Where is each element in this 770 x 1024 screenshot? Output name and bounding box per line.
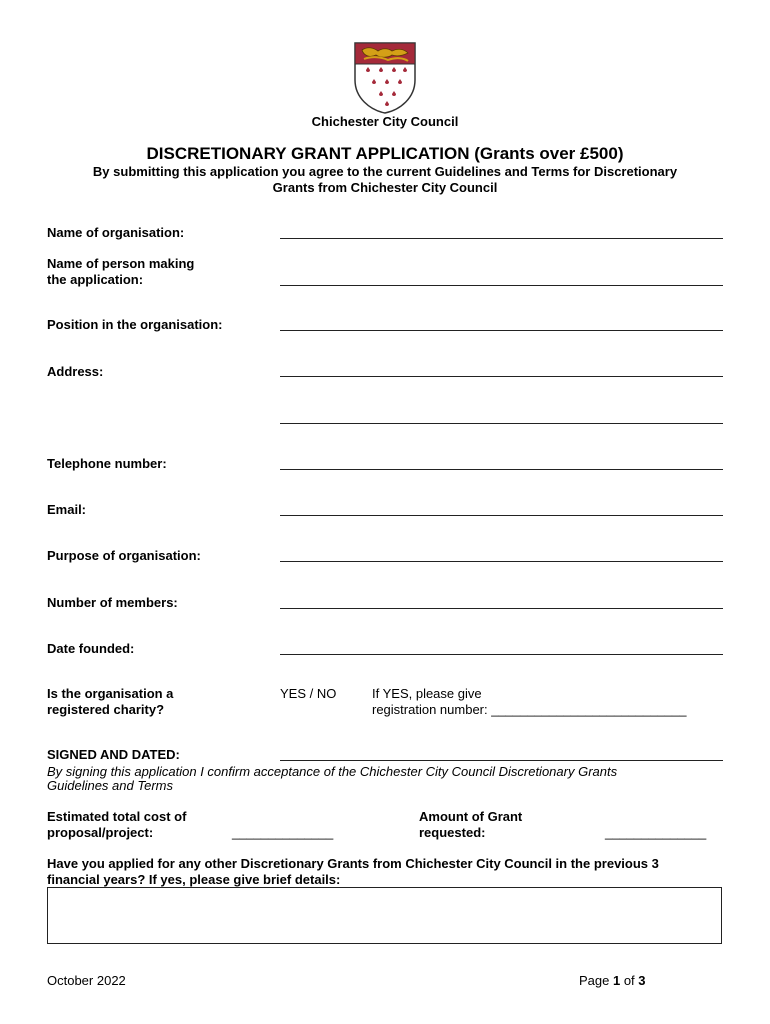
page-total: 3 (638, 973, 646, 988)
signed-note-line2: Guidelines and Terms (47, 778, 173, 793)
page-mid: of (620, 973, 639, 988)
signed-label: SIGNED AND DATED: (47, 747, 180, 762)
organisation-name-field[interactable] (280, 238, 723, 239)
person-label-line1: Name of person making (47, 256, 195, 271)
previous-grants-details-box[interactable] (47, 887, 722, 944)
amount-requested-field[interactable]: ______________ (605, 825, 707, 840)
address-field-2[interactable] (280, 423, 723, 424)
address-label: Address: (47, 364, 104, 379)
estimated-cost-field[interactable]: ______________ (232, 825, 334, 840)
address-field-1[interactable] (280, 376, 723, 377)
person-label-line2: the application: (47, 272, 144, 287)
signature-field[interactable] (280, 760, 723, 761)
telephone-label: Telephone number: (47, 456, 167, 471)
person-field[interactable] (280, 285, 723, 286)
previous-grants-question-line1: Have you applied for any other Discretionary Grants from Chichester City Council in the previous 3 (47, 856, 659, 871)
charity-label-line2: registered charity? (47, 702, 165, 717)
estimated-cost-label-line2: proposal/project: (47, 825, 154, 840)
charity-label-line1: Is the organisation a (47, 686, 174, 701)
charity-note-line1: If YES, please give (372, 686, 482, 701)
page-title: DISCRETIONARY GRANT APPLICATION (Grants over £500) (146, 144, 624, 163)
estimated-cost-label-line1: Estimated total cost of (47, 809, 187, 824)
purpose-label: Purpose of organisation: (47, 548, 201, 563)
email-field[interactable] (280, 515, 723, 516)
city-crest-icon (352, 40, 418, 116)
position-field[interactable] (280, 330, 723, 331)
purpose-field[interactable] (280, 561, 723, 562)
organisation-name-label: Name of organisation: (47, 225, 185, 240)
amount-label-line1: Amount of Grant (419, 809, 523, 824)
page-number (579, 973, 646, 988)
page-prefix: Page (579, 973, 613, 988)
page-current: 1 (612, 973, 621, 988)
footer-date: October 2022 (47, 973, 126, 988)
charity-yes-no[interactable]: YES / NO (280, 686, 337, 701)
email-label: Email: (47, 502, 87, 517)
position-label: Position in the organisation: (47, 317, 223, 332)
signed-note-line1: By signing this application I confirm acceptance of the Chichester City Council Discretionary Grants (47, 764, 618, 779)
members-label: Number of members: (47, 595, 178, 610)
members-field[interactable] (280, 608, 723, 609)
subtitle-line2: Grants from Chichester City Council (272, 180, 498, 195)
council-name: Chichester City Council (311, 114, 459, 129)
date-founded-label: Date founded: (47, 641, 135, 656)
previous-grants-question-line2: financial years? If yes, please give brief details: (47, 872, 341, 887)
amount-label-line2: requested: (419, 825, 486, 840)
date-founded-field[interactable] (280, 654, 723, 655)
registration-number-field[interactable]: registration number: ___________________________ (372, 702, 687, 717)
telephone-field[interactable] (280, 469, 723, 470)
subtitle-line1: By submitting this application you agree to the current Guidelines and Terms for Discretionary (92, 164, 678, 179)
